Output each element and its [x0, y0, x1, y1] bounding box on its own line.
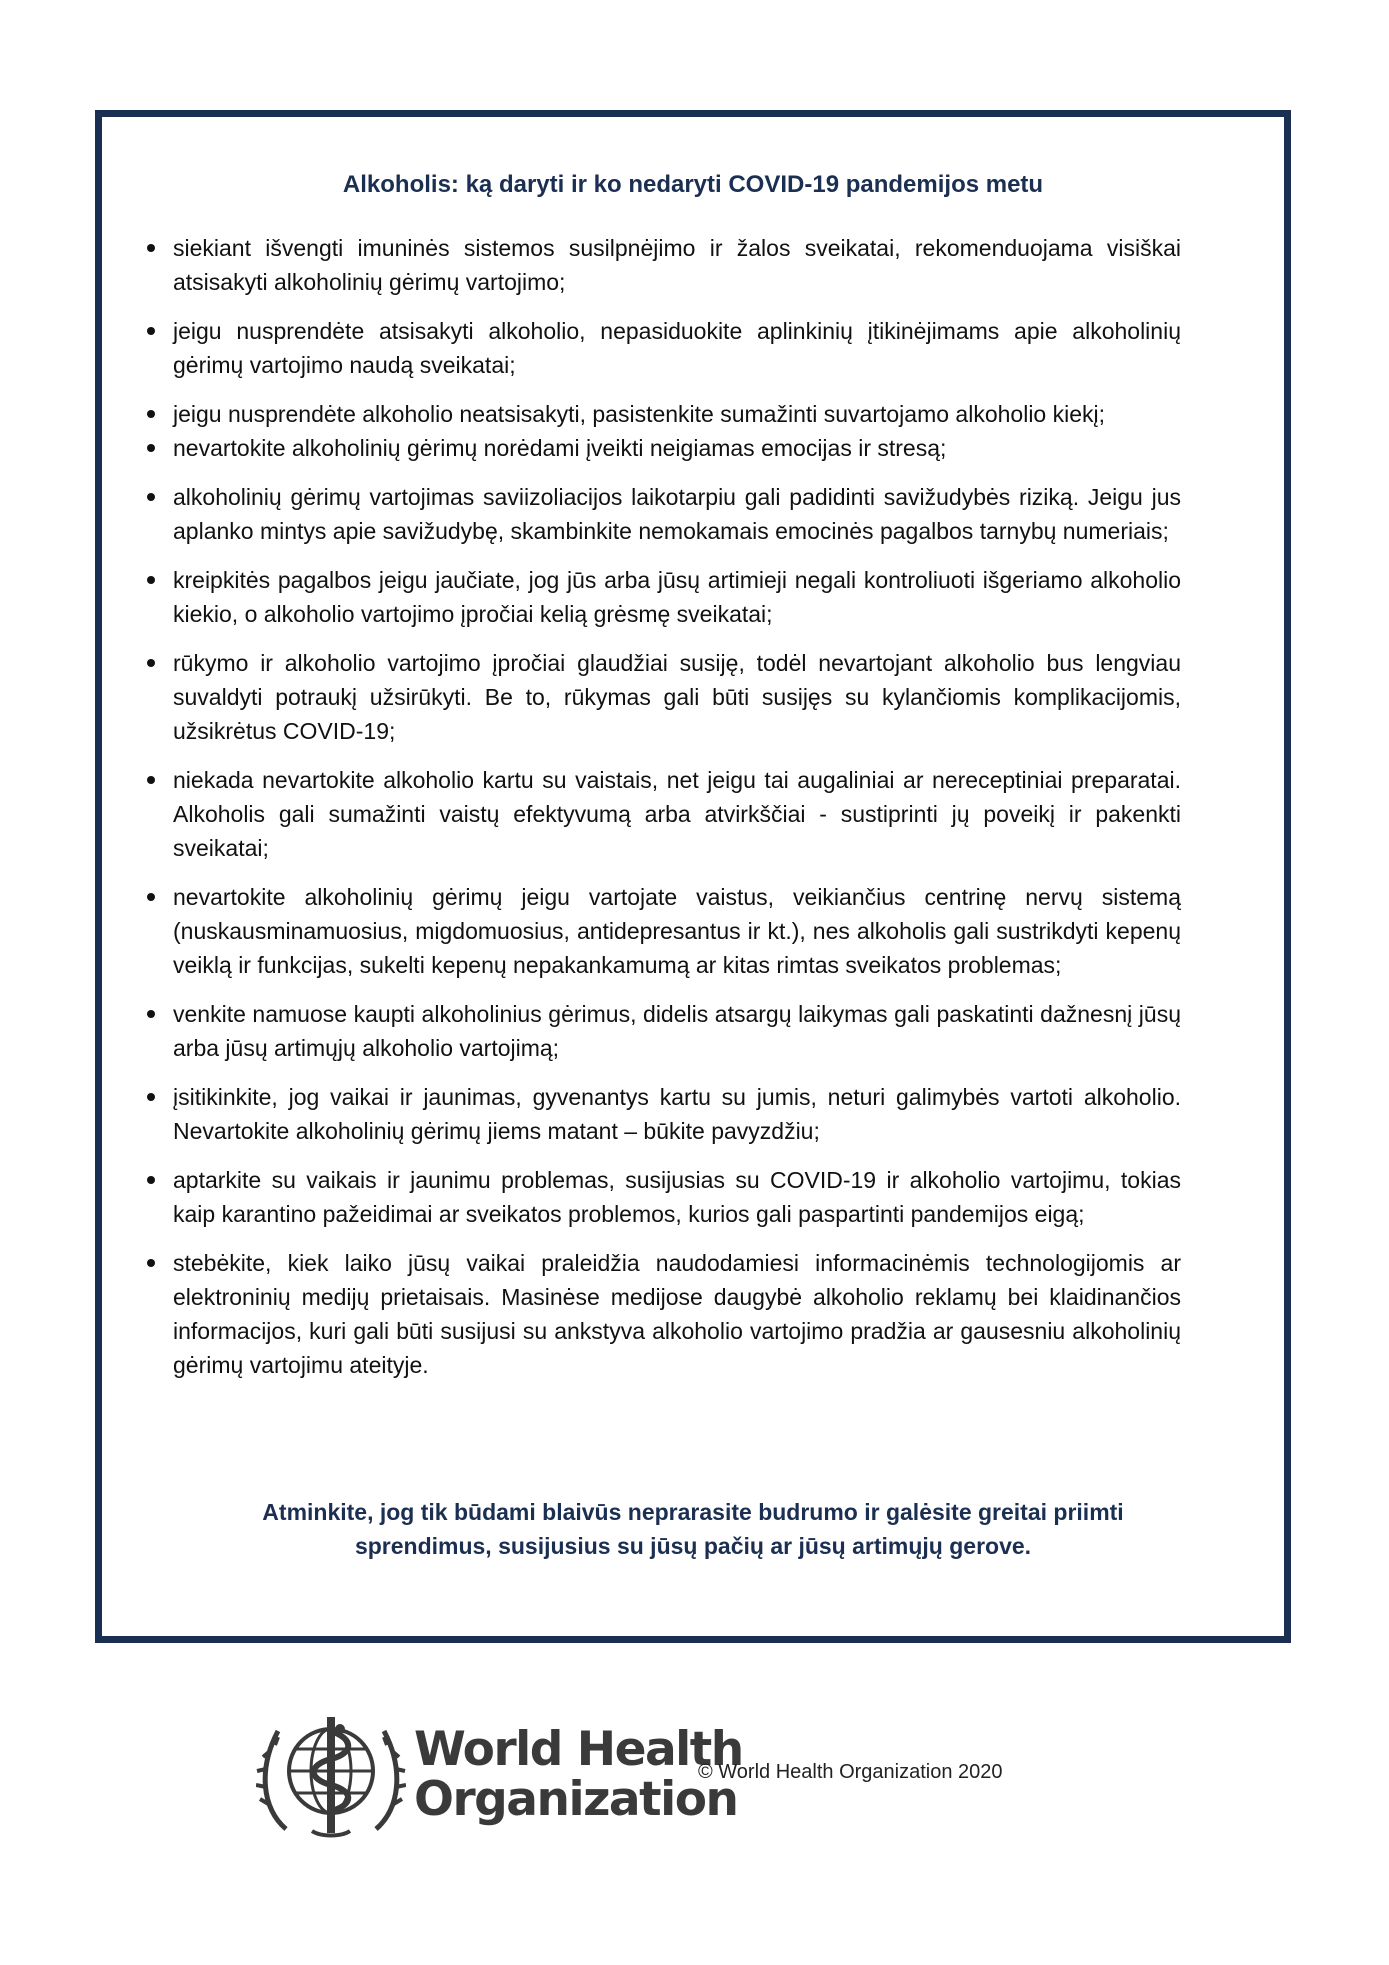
list-item: jeigu nusprendėte alkoholio neatsisakyti, pasistenkite sumažinti suvartojamo alkoholio kiekį; — [173, 397, 1181, 431]
list-item: rūkymo ir alkoholio vartojimo įpročiai glaudžiai susiję, todėl nevartojant alkoholio bus lengviau suvaldyti potraukį užsirūkyti. Be to, rūkymas gali būti susijęs su kylančiomis komplikacijomis, užsikrėtus COVID-19; — [173, 646, 1181, 748]
footer — [256, 1705, 1156, 1845]
document-frame — [95, 110, 1291, 1643]
list-item: niekada nevartokite alkoholio kartu su vaistais, net jeigu tai augaliniai ar nereceptiniai preparatai. Alkoholis gali sumažinti vaistų efektyvumą arba atvirkščiai - sustiprinti jų poveikį ir pakenkti sveikatai; — [173, 763, 1181, 865]
page-title: Alkoholis: ką daryti ir ko nedaryti COVID-19 pandemijos metu — [342, 171, 1044, 198]
list-item: stebėkite, kiek laiko jūsų vaikai praleidžia naudodamiesi informacinėmis technologijomis ar elektroninių medijų prietaisais. Masinėse medijose daugybė alkoholio reklamų bei klaidinančios informacijos, kuri gali būti susijusi su ankstyva alkoholio vartojimo pradžia ar gausesniu alkoholinių gėrimų vartojimu ateityje. — [173, 1246, 1181, 1382]
list-item: įsitikinkite, jog vaikai ir jaunimas, gyvenantys kartu su jumis, neturi galimybės vartoti alkoholio. Nevartokite alkoholinių gėrimų jiems matant – būkite pavyzdžiu; — [173, 1080, 1181, 1148]
list-item: venkite namuose kaupti alkoholinius gėrimus, didelis atsargų laikymas gali paskatinti dažnesnį jūsų arba jūsų artimųjų alkoholio vartojimą; — [173, 997, 1181, 1065]
closing-line: Atminkite, jog tik būdami blaivūs neprarasite budrumo ir galėsite greitai priimti — [262, 1499, 1124, 1525]
list-item: kreipkitės pagalbos jeigu jaučiate, jog jūs arba jūsų artimieji negali kontroliuoti išgeriamo alkoholio kiekio, o alkoholio vartojimo įpročiai kelią grėsmę sveikatai; — [173, 563, 1181, 631]
organization-name-line: World Health — [414, 1722, 743, 1777]
organization-name — [414, 1722, 743, 1827]
closing-statement — [162, 1495, 1224, 1563]
list-item: siekiant išvengti imuninės sistemos susilpnėjimo ir žalos sveikatai, rekomenduojama visiškai atsisakyti alkoholinių gėrimų vartojimo; — [173, 231, 1181, 299]
copyright-text: © World Health Organization 2020 — [698, 1761, 1003, 1783]
closing-line: sprendimus, susijusius su jūsų pačių ar jūsų artimųjų gerove. — [354, 1533, 1032, 1559]
list-item: nevartokite alkoholinių gėrimų norėdami įveikti neigiamas emocijas ir stresą; — [173, 431, 1181, 465]
who-emblem-icon — [256, 1709, 406, 1841]
list-item: alkoholinių gėrimų vartojimas saviizoliacijos laikotarpiu gali padidinti savižudybės riziką. Jeigu jus aplanko mintys apie savižudybę, skambinkite nemokamais emocinės pagalbos tarnybų numeriais; — [173, 480, 1181, 548]
list-item: jeigu nusprendėte atsisakyti alkoholio, nepasiduokite aplinkinių įtikinėjimams apie alkoholinių gėrimų vartojimo naudą sveikatai; — [173, 314, 1181, 382]
list-item: aptarkite su vaikais ir jaunimu problemas, susijusias su COVID-19 ir alkoholio vartojimu, tokias kaip karantino pažeidimai ar sveikatos problemos, kurios gali paspartinti pandemijos eigą; — [173, 1163, 1181, 1231]
advice-list — [173, 231, 1181, 1397]
organization-name-line: Organization — [414, 1772, 738, 1827]
list-item: nevartokite alkoholinių gėrimų jeigu vartojate vaistus, veikiančius centrinę nervų sistemą (nuskausminamuosius, migdomuosius, antidepresantus ir kt.), nes alkoholis gali sustrikdyti kepenų veiklą ir funkcijas, sukelti kepenų nepakankamumą ar kitas rimtas sveikatos problemas; — [173, 880, 1181, 982]
